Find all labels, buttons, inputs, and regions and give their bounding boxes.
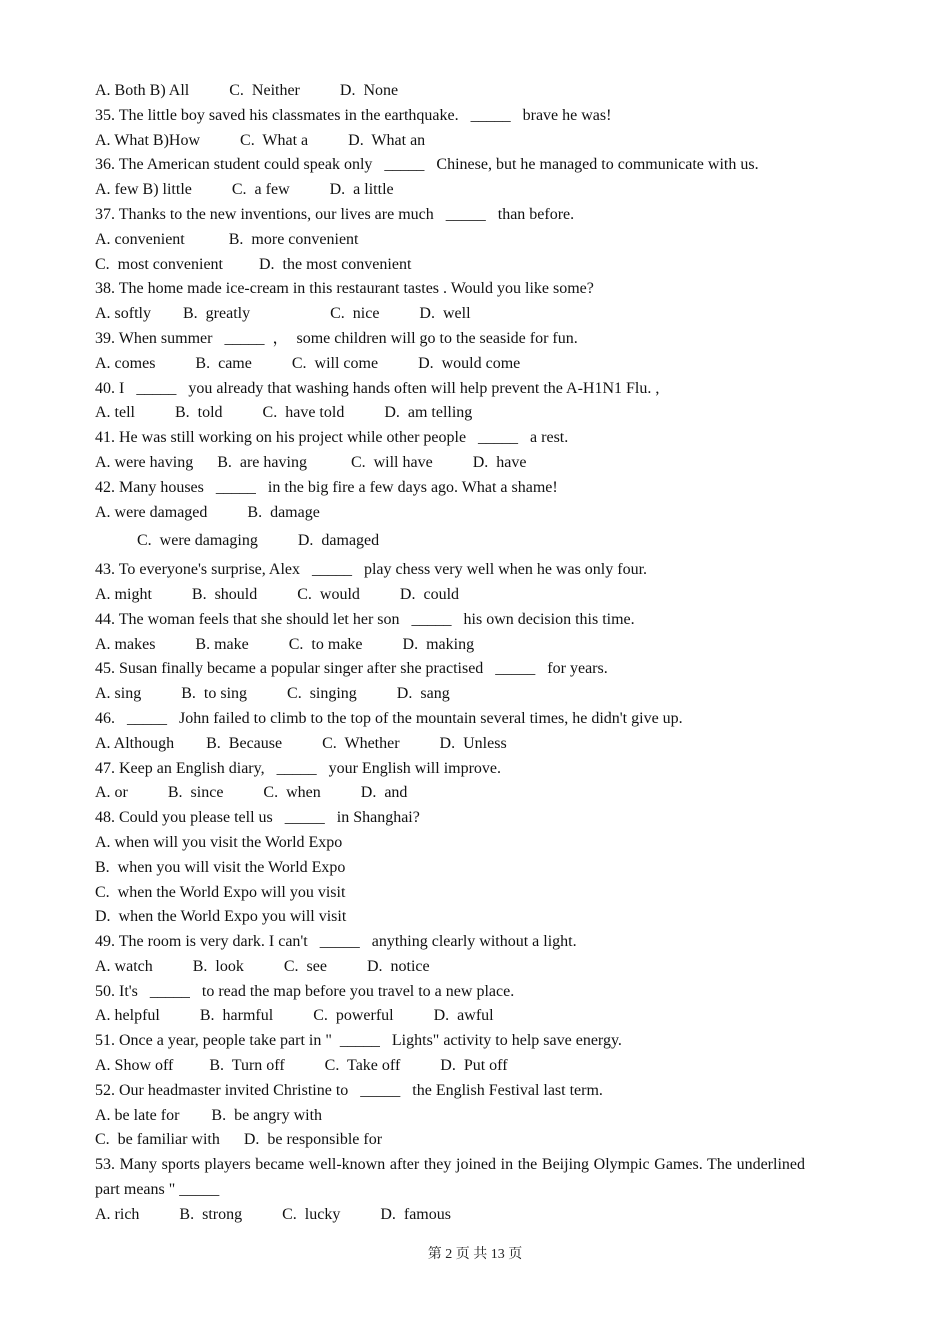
q38-stem: 38. The home made ice-cream in this restaurant tastes . Would you like some? [95, 280, 594, 298]
q39-stem: 39. When summer _____ ， some children will go to the seaside for fun. [95, 329, 578, 347]
q48-option-d: D. when the World Expo you will visit [95, 908, 347, 926]
q44-options: A. makes B. make C. to make D. making [95, 635, 475, 653]
q51-stem: 51. Once a year, people take part in " _____ Lights" activity to help save energy. [95, 1032, 622, 1050]
q40-options: A. tell B. told C. have told D. am telling [95, 404, 473, 422]
q42-stem: 42. Many houses _____ in the big fire a few days ago. What a shame! [95, 478, 558, 496]
q52-options-ab: A. be late for B. be angry with [95, 1106, 323, 1124]
q43-options: A. might B. should C. would D. could [95, 585, 460, 603]
q48-option-a: A. when will you visit the World Expo [95, 833, 343, 851]
q42-options-cd: C. were damaging D. damaged [137, 532, 380, 550]
q52-options-cd: C. be familiar with D. be responsible for [95, 1131, 383, 1149]
q51-options: A. Show off B. Turn off C. Take off D. Put off [95, 1057, 508, 1075]
q36-options: A. few B) little C. a few D. a little [95, 181, 394, 199]
q52-stem: 52. Our headmaster invited Christine to _____ the English Festival last term. [95, 1081, 603, 1099]
q47-options: A. or B. since C. when D. and [95, 784, 408, 802]
q37-options-ab: A. convenient B. more convenient [95, 230, 359, 248]
q46-stem: 46. _____ John failed to climb to the top of the mountain several times, he didn't give up. [95, 709, 683, 727]
q49-stem: 49. The room is very dark. I can't _____ anything clearly without a light. [95, 933, 577, 951]
q47-stem: 47. Keep an English diary, _____ your English will improve. [95, 759, 502, 777]
q50-options: A. helpful B. harmful C. powerful D. awful [95, 1007, 494, 1025]
q48-option-b: B. when you will visit the World Expo [95, 858, 346, 876]
q36-stem: 36. The American student could speak only _____ Chinese, but he managed to communicate with us. [95, 156, 759, 174]
question-list [95, 79, 805, 1228]
q40-stem: 40. I _____ you already that washing hands often will help prevent the A-H1N1 Flu. , [95, 379, 660, 397]
q37-options-cd: C. most convenient D. the most convenient [95, 255, 412, 273]
q39-options: A. comes B. came C. will come D. would come [95, 354, 521, 372]
q35-stem: 35. The little boy saved his classmates in the earthquake. _____ brave he was! [95, 106, 612, 124]
q41-options: A. were having B. are having C. will have D. have [95, 453, 527, 471]
q50-stem: 50. It's _____ to read the map before you travel to a new place. [95, 982, 515, 1000]
q45-options: A. sing B. to sing C. singing D. sang [95, 685, 450, 703]
q53-stem: 53. Many sports players became well-known after they joined in the Beijing Olympic Games. The underlined part means " _____ [95, 1156, 805, 1199]
q53-options: A. rich B. strong C. lucky D. famous [95, 1205, 451, 1223]
page-footer: 第 2 页 共 13 页 [427, 1247, 523, 1262]
q48-stem: 48. Could you please tell us _____ in Shanghai? [95, 809, 420, 827]
q45-stem: 45. Susan finally became a popular singer after she practised _____ for years. [95, 660, 608, 678]
q41-stem: 41. He was still working on his project while other people _____ a rest. [95, 429, 569, 447]
q34-options: A. Both B) All C. Neither D. None [95, 82, 399, 99]
q37-stem: 37. Thanks to the new inventions, our lives are much _____ than before. [95, 205, 575, 223]
q48-option-c: C. when the World Expo will you visit [95, 883, 346, 901]
q44-stem: 44. The woman feels that she should let her son _____ his own decision this time. [95, 610, 635, 628]
q46-options: A. Although B. Because C. Whether D. Unless [95, 734, 507, 752]
q42-options-ab: A. were damaged B. damage [95, 503, 320, 521]
q43-stem: 43. To everyone's surprise, Alex _____ play chess very well when he was only four. [95, 561, 648, 579]
q49-options: A. watch B. look C. see D. notice [95, 957, 430, 975]
q38-options: A. softly B. greatly C. nice D. well [95, 305, 471, 323]
q35-options: A. What B)How C. What a D. What an [95, 131, 426, 149]
